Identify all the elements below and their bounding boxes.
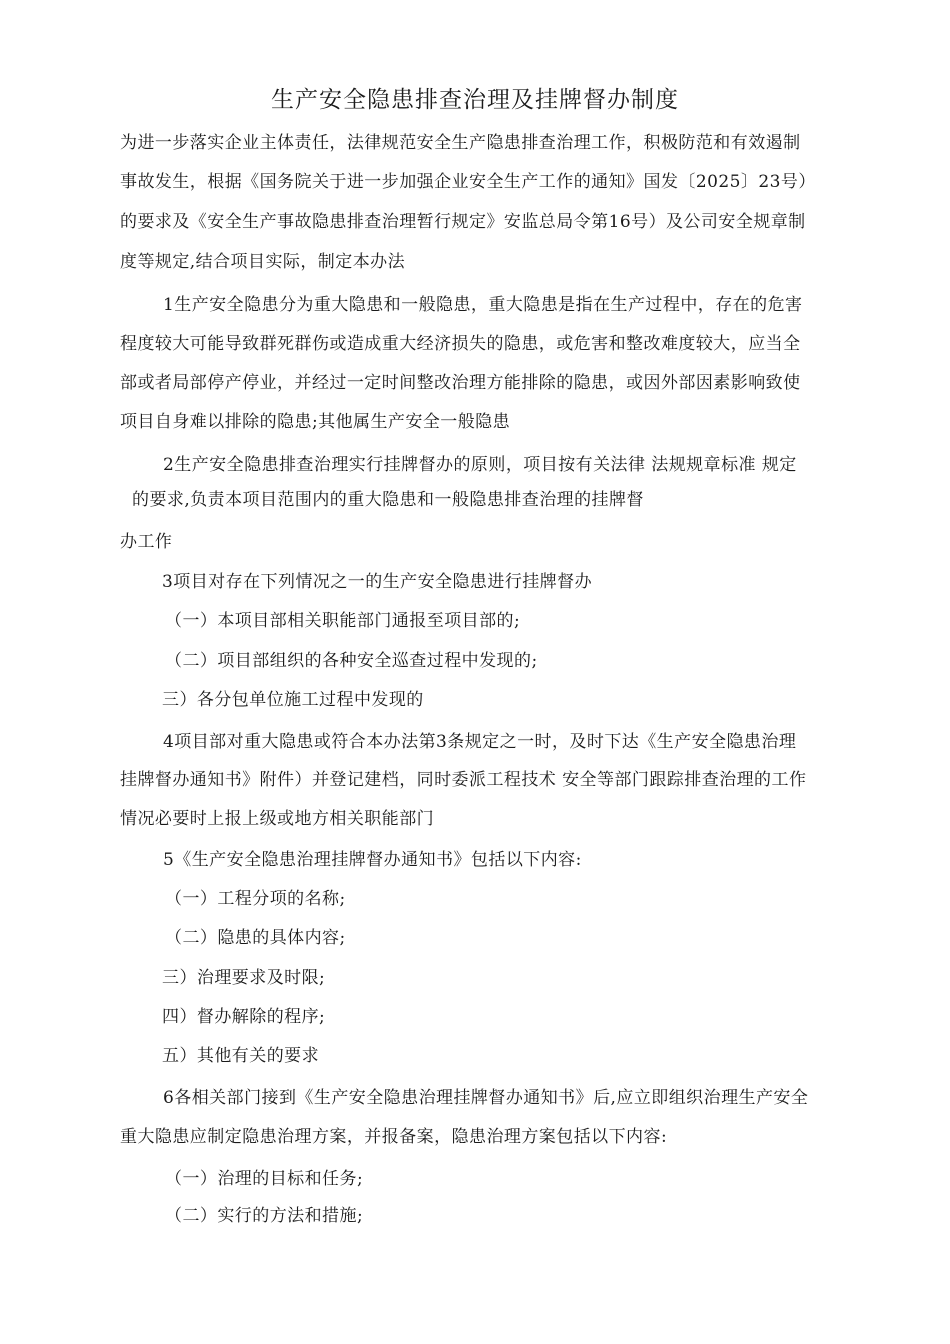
paragraph-line: 1生产安全隐患分为重大隐患和一般隐患，重大隐患是指在生产过程中，存在的危害	[163, 295, 803, 315]
paragraph-line: 5《生产安全隐患治理挂牌督办通知书》包括以下内容:	[163, 850, 582, 870]
list-item: （二）隐患的具体内容;	[165, 928, 346, 948]
paragraph-line: 3项目对存在下列情况之一的生产安全隐患进行挂牌督办	[162, 572, 593, 592]
paragraph-line: 4项目部对重大隐患或符合本办法第3条规定之一时，及时下达《生产安全隐患治理	[163, 732, 797, 752]
list-item: 三）治理要求及时限;	[162, 968, 326, 988]
list-item: （一）工程分项的名称;	[165, 889, 346, 909]
paragraph-line: 挂牌督办通知书》附件）并登记建档，同时委派工程技术 安全等部门跟踪排查治理的工作	[120, 770, 807, 790]
list-item: 四）督办解除的程序;	[162, 1007, 326, 1027]
paragraph-line: 项目自身难以排除的隐患;其他属生产安全一般隐患	[120, 412, 511, 432]
paragraph-line: 程度较大可能导致群死群伤或造成重大经济损失的隐患，或危害和整改难度较大，应当全	[120, 334, 801, 354]
paragraph-line: 部或者局部停产停业，并经过一定时间整改治理方能排除的隐患，或因外部因素影响致使	[120, 373, 801, 393]
list-item: （二）实行的方法和措施;	[165, 1206, 364, 1226]
list-item: （二）项目部组织的各种安全巡查过程中发现的;	[165, 651, 538, 671]
paragraph-line: 事故发生，根据《国务院关于进一步加强企业安全生产工作的通知》国发〔2025〕23号）	[120, 172, 816, 192]
list-item: （一）治理的目标和任务;	[165, 1169, 364, 1189]
paragraph-line: 的要求,负责本项目范围内的重大隐患和一般隐患排查治理的挂牌督	[132, 490, 644, 510]
document-title: 生产安全隐患排查治理及挂牌督办制度	[271, 87, 679, 113]
list-item: 五）其他有关的要求	[162, 1046, 320, 1066]
paragraph-line: 度等规定,结合项目实际，制定本办法	[120, 252, 406, 272]
paragraph-line: 情况必要时上报上级或地方相关职能部门	[120, 809, 435, 829]
paragraph-line: 为进一步落实企业主体责任，法律规范安全生产隐患排查治理工作，积极防范和有效遏制	[120, 133, 801, 153]
paragraph-line: 重大隐患应制定隐患治理方案，并报备案，隐患治理方案包括以下内容:	[120, 1127, 668, 1147]
list-item: （一）本项目部相关职能部门通报至项目部的;	[165, 611, 521, 631]
paragraph-line: 6各相关部门接到《生产安全隐患治理挂牌督办通知书》后,应立即组织治理生产安全	[163, 1088, 809, 1108]
paragraph-line: 的要求及《安全生产事故隐患排查治理暂行规定》安监总局令第16号）及公司安全规章制	[120, 212, 806, 232]
paragraph-line: 办工作	[120, 532, 173, 552]
paragraph-line: 2生产安全隐患排查治理实行挂牌督办的原则，项目按有关法律 法规规章标准 规定	[163, 455, 797, 475]
list-item: 三）各分包单位施工过程中发现的	[162, 690, 424, 710]
